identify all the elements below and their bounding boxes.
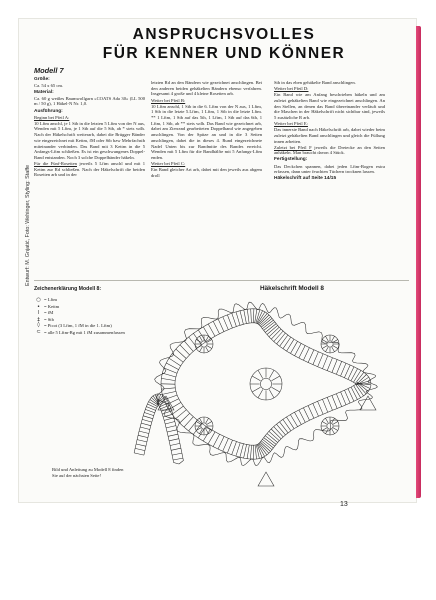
section-divider [34, 280, 409, 281]
title-line-1: ANSPRUCHSVOLLES [132, 26, 316, 43]
rosette-center [201, 341, 207, 347]
model-heading: Modell 7 [34, 66, 64, 75]
legend-text: = fM [44, 310, 54, 316]
rosette-spoke [322, 422, 327, 425]
title-line-2: FÜR KENNER UND KÖNNER [102, 45, 346, 62]
rosette-spoke [333, 422, 338, 425]
rosette-spoke [258, 370, 263, 378]
rosette-spoke [200, 347, 203, 352]
rosette-spoke [332, 347, 335, 352]
rosette-center [327, 341, 333, 347]
instructions-text-1: 10 Lftm anschl, je 1 Stb in die letzten 5 Lftm von der N aus, Wenden mit 5 Lftm, je 1 Stb auf die 5 Stb, ab * stets wdh. Nach der Häkelschrift weiterarb, dabei die Brügger Bänder wie eingezeichnet mit Kettm, fM oder Stb bzw Mehrfachstb miteinander verbinden. Das Band mit 3 Kettm in die 5 Anfangs-Lftm schließen. Es ist ein geschwungenes Doppel-Band entstanden. Noch 3 solche Doppelbänder häkeln. [34, 120, 145, 160]
rosette-spoke [207, 346, 212, 349]
rosette-spoke [333, 346, 338, 349]
picot-icon: ◊ [37, 322, 40, 329]
rosette-spoke [322, 346, 327, 349]
instructions-text-5: Ein Band gleicher Art arb, dabei mit den jeweils aus abgem droll [151, 167, 262, 178]
rosette-spoke [258, 390, 263, 398]
legend-text: = alle 5 Lftm-Bg mit 1 fM zusammenfassen [44, 329, 125, 335]
arrow-f-heading: Zuletzt bei Pfeil F [274, 144, 312, 150]
rosette-spoke [272, 387, 280, 392]
rosette-spoke [206, 347, 209, 352]
arrow-b-heading: Weiter bei Pfeil B: [151, 97, 186, 103]
legend-text: = Stb [44, 316, 54, 322]
rosette-center [201, 423, 207, 429]
rosette-spoke [322, 340, 327, 343]
instructions-text-8: Das innerste Band nach Häkelschrift arb, dabei wieder beim zuletzt gehäkelten Band anschlingen und gleich die Füllung innen arbeiten. [274, 127, 385, 144]
rosette-spoke [333, 428, 338, 431]
double-crochet-icon: ‡ [37, 316, 40, 323]
rosette-spoke [332, 429, 335, 434]
single-crochet-icon: l [37, 310, 40, 317]
rosette-spoke [206, 418, 209, 423]
legend-text: = Picot (3 Lftm, 1 fM in die 1. Lftm) [44, 323, 112, 329]
rosette-spoke [269, 370, 274, 378]
rosette-spoke [326, 418, 329, 423]
text-column-2 [151, 80, 262, 179]
rosette-spoke [196, 428, 201, 431]
crochet-chart-section [34, 284, 414, 494]
chart-reference: Häkelschrift auf Seite 14/15 [274, 176, 337, 182]
next-page-note: Bild und Anleitung zu Modell 8 finden Sie auf der nächsten Seite! [52, 467, 124, 478]
magazine-edge-strip [416, 26, 421, 498]
size-heading: Größe: [34, 76, 50, 82]
start-arrow-a-heading: Beginn bei Pfeil A: [34, 114, 70, 120]
instructions-text-3: letzten Rd an den Bändern wie gezeichnet anschlingen. Bei den anderen beiden gehäkelten Bändern ebenso verfahren. Insgesamt 4 große und 4 kleine Rosetten arb. [151, 80, 262, 97]
legend-text: = Kettm [44, 303, 60, 309]
page-title [44, 26, 404, 63]
instructions-heading: Ausführung: [34, 108, 63, 114]
arrow-c-heading: Weiter bei Pfeil C: [151, 161, 186, 167]
material-heading: Material: [34, 89, 54, 95]
rosette-spoke [332, 336, 335, 341]
text-column-3 [274, 80, 385, 182]
finishing-text: Das Deckchen spannen, dabei jeden Lftm-Bogen extra erfassen, dann unter feuchten Tüchern trocknen lassen. [274, 163, 385, 175]
rosette-spoke [272, 376, 280, 381]
rosette-spoke [200, 429, 203, 434]
size-text: Ca. 54 x 65 cm. [34, 82, 64, 88]
corner-triangle [258, 472, 274, 486]
rosette-center [260, 378, 271, 389]
rosette-spoke [252, 376, 260, 381]
stitch-ticks [134, 394, 183, 460]
magazine-page [18, 18, 417, 508]
rosette-spoke [322, 428, 327, 431]
instructions-text-6: Stb in das eben gehäkelte Band anschlingen. [274, 80, 356, 85]
material-text: Ca. 60 g weißes Baumwollgarn »COATS Ada 30« (LL 500 m / 50 g), 1 Häkel-N Nr. 1,0. [34, 95, 145, 107]
rosette-spoke [326, 336, 329, 341]
rosette-spoke [326, 347, 329, 352]
gather-loops-icon: ⊂ [36, 328, 41, 335]
legend-title: Zeichenerklärung Modell 8: [34, 286, 102, 292]
legend-text: = Lftm [44, 297, 57, 302]
rosette-heading: Für die Fünf-Rosetten [34, 161, 77, 167]
corner-triangle [360, 396, 376, 410]
rosette-spoke [206, 429, 209, 434]
chart-title: Häkelschrift Modell 8 [260, 285, 324, 292]
finishing-heading: Fertigstellung: [274, 157, 308, 163]
page-number: 13 [340, 501, 348, 508]
arrow-e-heading: Weiter bei Pfeil E: [274, 121, 308, 127]
crochet-diagram [34, 284, 414, 494]
rosette-spoke [207, 422, 212, 425]
rosette-spoke [196, 340, 201, 343]
band-outline [155, 302, 378, 466]
rosette-spoke [269, 390, 274, 398]
rosette-spoke [326, 429, 329, 434]
instructions-text-9: jeweils die Dreiecke an den Seiten anhäkeln. Man braucht davon 4 Stück. [274, 144, 385, 156]
rosette-spoke [200, 336, 203, 341]
instructions-text-4: 10 Lftm anschl, 1 Stb in die 6. Lftm von der N aus, 1 Lftm, 1 Stb in die letzte 5.Lftm, 1 Lftm, 1 Stb in die letzte Lftm. ** 1 Lftm, 1 Stb auf das 5th, 1 Lftm, 1 Stb auf das 6th, 1 Lftm, 1 Stb, ab ** stets wdh. Das Band wie gezeichnet arb, dabei am Zierrand gearbeiteten Doppelband wie angegeben anschlingen. Von der Spitze an und in die 3 Seiten anschlingen, dabei die in dieses 4. Rund eingezeichnete Nadel Unten bis zur Bandmitte des Bandes erreicht. Wenden mit 5 Lftm für die Bandhälfte mit 5 Anfangs-Lftm enden. [151, 103, 262, 160]
text-column-1 [34, 66, 145, 179]
rosette-spoke [333, 340, 338, 343]
instructions-text-7: Ein Band wie am Anfang beschrieben häkeln und am zuletzt gehäkelten Band wie eingezeichnet anschlingen. An den Stellen, an denen das Band übereinander verläuft und die Maschen in der Häkelschrift nicht sichtbar sind, jeweils 5 zusätzliche R arb. [274, 92, 385, 120]
photo-credit: Entwurf: M. Gnjatić, Foto: Wehinger, Styling: Staffe [25, 164, 31, 286]
instructions-text-2: jeweils 5 Lftm anschl und mit 1 Kettm zur Rd schließen. Nach der Häkelschrift die beiden Rosetten arb und in der [34, 161, 145, 178]
chain-stitch-icon: ○ [36, 297, 41, 303]
stitch-ticks [161, 309, 371, 459]
rosette-spoke [252, 387, 260, 392]
arrow-d-heading: Weiter bei Pfeil D: [274, 86, 309, 92]
slip-stitch-icon: • [36, 303, 41, 310]
